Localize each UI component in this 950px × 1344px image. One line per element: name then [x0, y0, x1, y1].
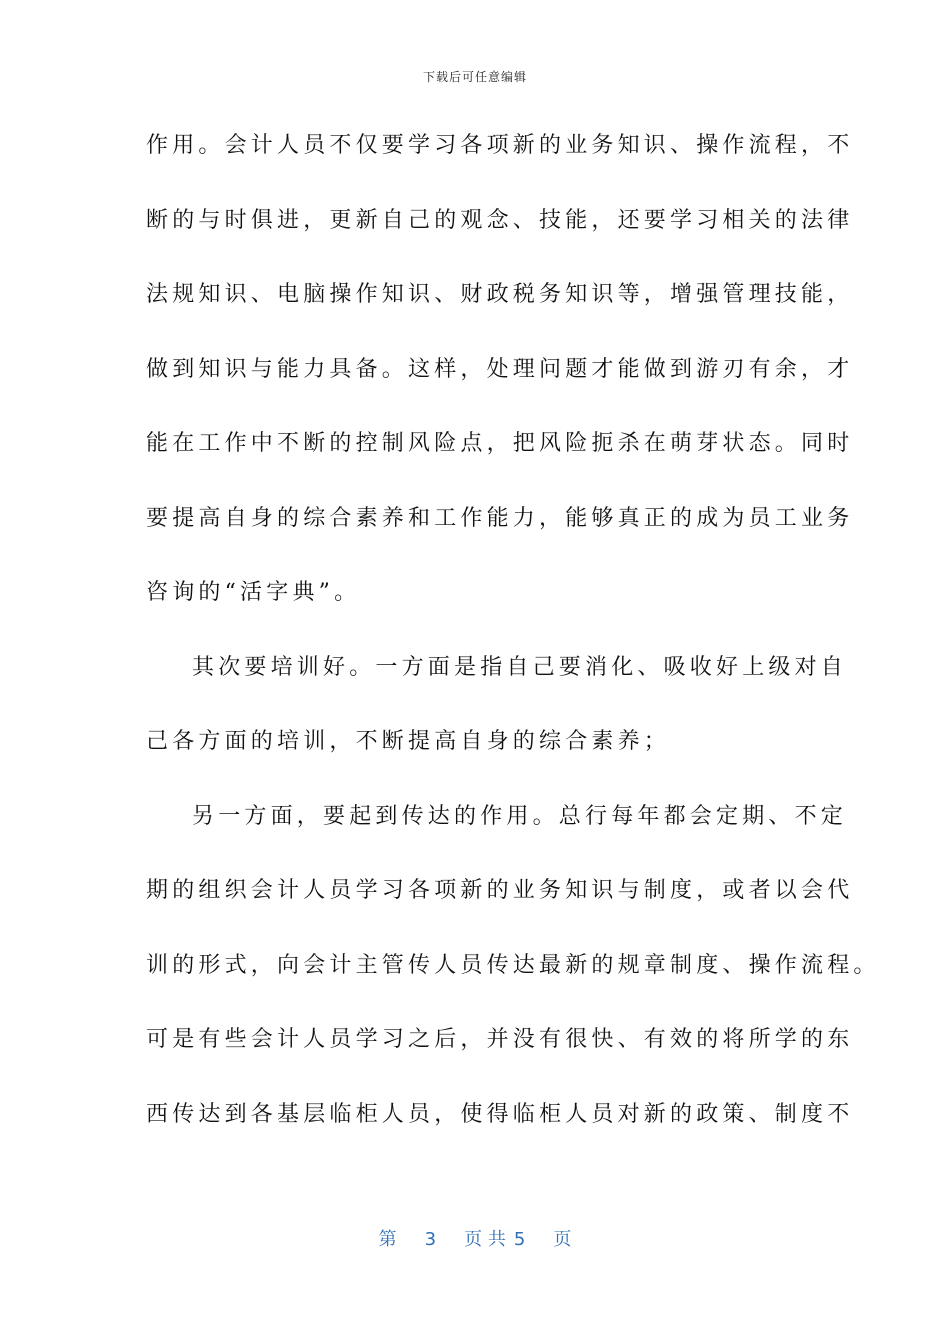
paragraph-first-line: 另一方面，要起到传达的作用。总行每年都会定期、不定 — [192, 803, 848, 829]
text-line: 西传达到各基层临柜人员，使得临柜人员对新的政策、制度不 — [146, 1101, 854, 1127]
text-line: 训的形式，向会计主管传人员传达最新的规章制度、操作流程。 — [146, 952, 880, 978]
footer-suffix: 页 — [553, 1229, 572, 1250]
footer-middle: 页 共 — [464, 1229, 506, 1250]
text-line: 作用。会计人员不仅要学习各项新的业务知识、操作流程，不 — [146, 133, 854, 158]
text-line: 能在工作中不断的控制风险点，把风险扼杀在萌芽状态。同时 — [146, 431, 854, 456]
footer-current-page: 3 — [424, 1229, 437, 1250]
footer-prefix: 第 — [378, 1229, 397, 1250]
text-line: 要提高自身的综合素养和工作能力，能够真正的成为员工业务 — [146, 505, 854, 531]
text-line: 期的组织会计人员学习各项新的业务知识与制度，或者以会代 — [146, 878, 854, 903]
page-header: 下载后可任意编辑 — [422, 70, 527, 84]
paragraph-first-line: 其次要培训好。一方面是指自己要消化、吸收好上级对自 — [192, 654, 848, 680]
text-line: 法规知识、电脑操作知识、财政税务知识等，增强管理技能， — [146, 282, 854, 307]
text-line: 做到知识与能力具备。这样，处理问题才能做到游刃有余，才 — [146, 356, 854, 382]
text-line: 己各方面的培训，不断提高自身的综合素养； — [146, 729, 671, 754]
page-footer — [0, 1225, 950, 1251]
text-line: 断的与时俱进，更新自己的观念、技能，还要学习相关的法律 — [146, 207, 854, 233]
text-line: 咨询的“活字典”。 — [146, 580, 361, 605]
text-line: 可是有些会计人员学习之后，并没有很快、有效的将所学的东 — [146, 1027, 854, 1052]
footer-total-pages: 5 — [513, 1229, 526, 1250]
document-body — [146, 118, 880, 1161]
